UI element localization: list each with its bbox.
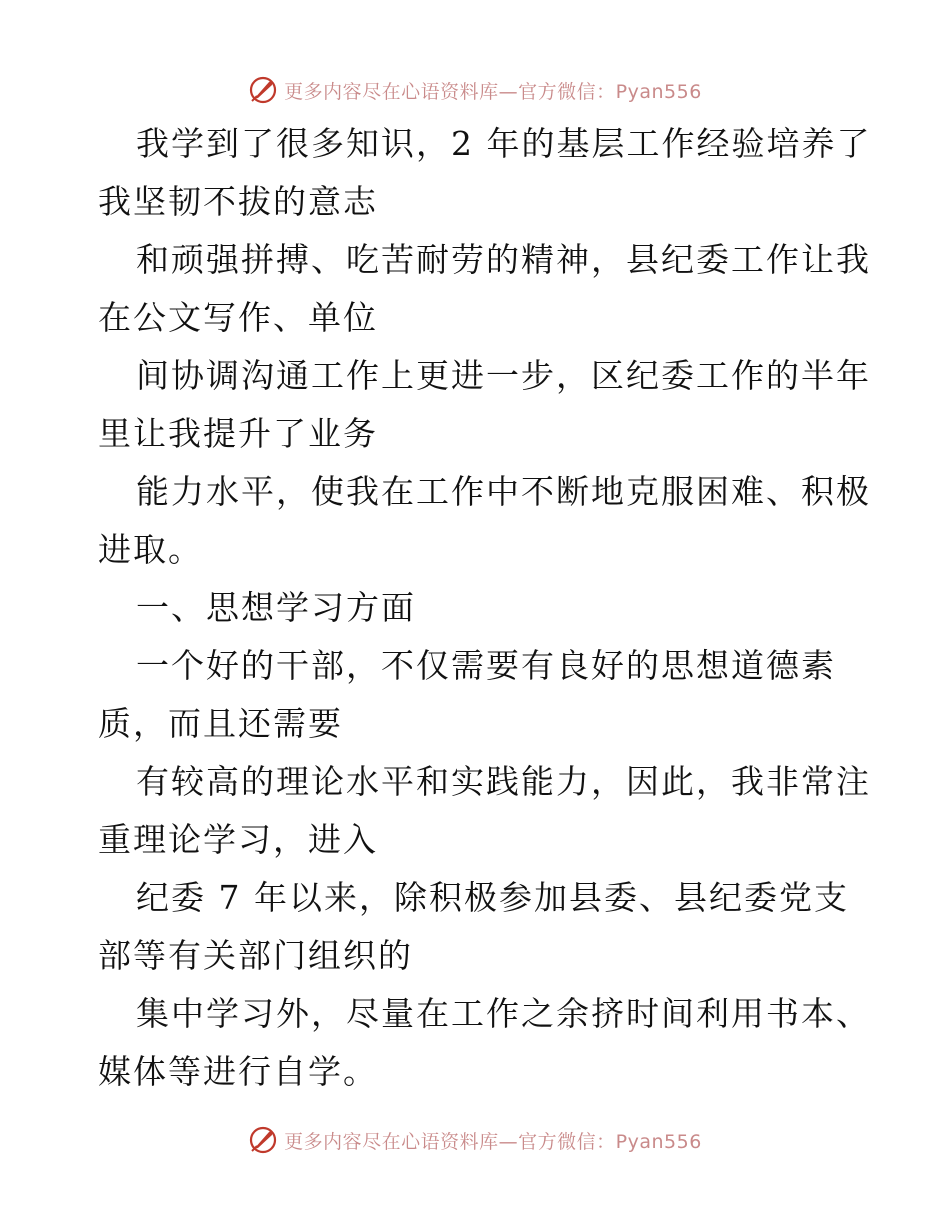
body-line: 间协调沟通工作上更进一步，区纪委工作的半年 <box>136 356 871 395</box>
header-watermark <box>0 70 950 110</box>
body-line: 质，而且还需要 <box>98 704 343 743</box>
body-line: 我学到了很多知识，2 年的基层工作经验培养了 <box>136 124 872 163</box>
body-line: 部等有关部门组织的 <box>98 936 413 975</box>
footer-watermark <box>0 1120 950 1160</box>
body-line: 媒体等进行自学。 <box>98 1052 378 1091</box>
body-line: 纪委 7 年以来，除积极参加县委、县纪委党支 <box>136 878 849 917</box>
body-line: 我坚韧不拔的意志 <box>98 182 378 221</box>
body-line: 能力水平，使我在工作中不断地克服困难、积极 <box>136 472 871 511</box>
body-line: 一个好的干部，不仅需要有良好的思想道德素 <box>136 646 836 685</box>
body-line: 重理论学习，进入 <box>98 820 378 859</box>
section-heading: 一、思想学习方面 <box>136 588 416 627</box>
body-line: 集中学习外，尽量在工作之余挤时间利用书本、 <box>136 994 871 1033</box>
document-body <box>98 115 872 1101</box>
body-line: 有较高的理论水平和实践能力，因此，我非常注 <box>136 762 871 801</box>
feather-pen-logo-icon <box>248 1125 278 1155</box>
body-line: 在公文写作、单位 <box>98 298 378 337</box>
body-line: 里让我提升了业务 <box>98 414 378 453</box>
header-watermark-text: 更多内容尽在心语资料库—官方微信：Pyan556 <box>284 80 702 103</box>
feather-pen-logo-icon <box>248 75 278 105</box>
body-line: 和顽强拼搏、吃苦耐劳的精神，县纪委工作让我 <box>136 240 871 279</box>
body-line: 进取。 <box>98 530 203 569</box>
footer-watermark-text: 更多内容尽在心语资料库—官方微信：Pyan556 <box>284 1130 702 1153</box>
